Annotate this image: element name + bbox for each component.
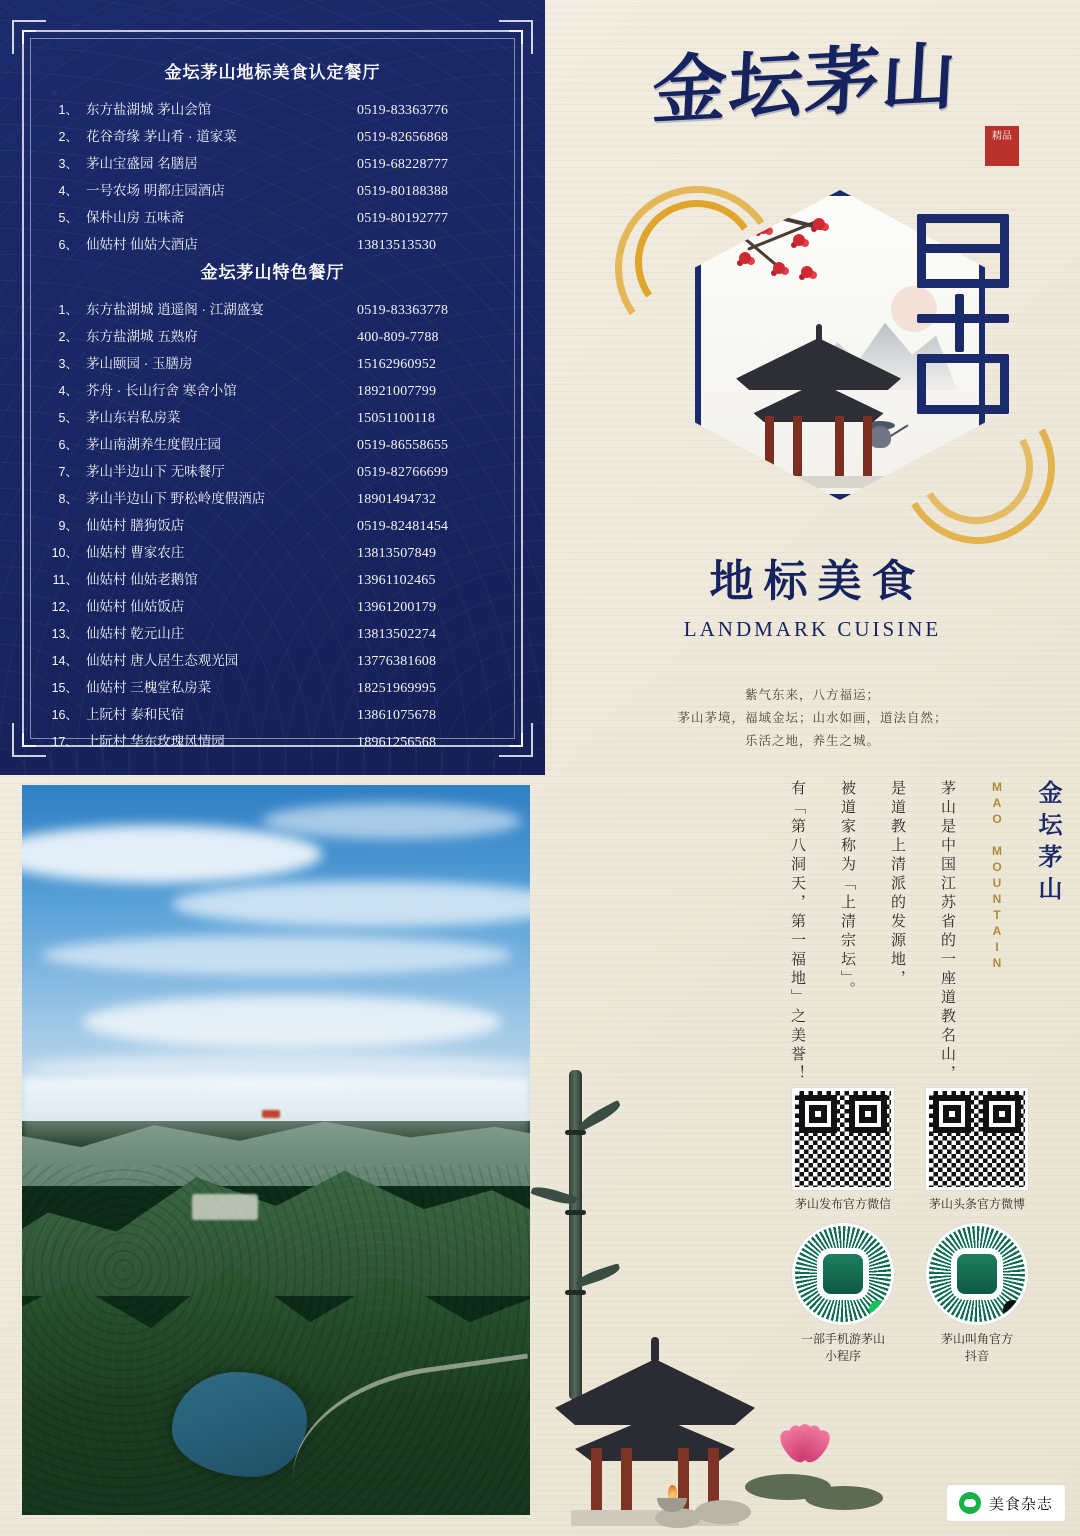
qr-row bbox=[785, 1088, 1035, 1213]
row-phone: 18961256568 bbox=[357, 735, 437, 750]
row-index: 1、 bbox=[58, 303, 78, 317]
wechat-account-name: 美食杂志 bbox=[988, 1495, 1053, 1513]
table-row bbox=[48, 97, 497, 124]
qr-cell-miniprogram[interactable] bbox=[785, 1223, 901, 1365]
frame-corner-top-right bbox=[499, 20, 533, 54]
pavilion-pillar bbox=[591, 1448, 602, 1512]
row-index: 9、 bbox=[58, 519, 78, 533]
qr-logo bbox=[957, 1254, 997, 1294]
row-phone: 15162960952 bbox=[357, 357, 437, 372]
pavilion-pillar bbox=[765, 416, 774, 476]
table-row bbox=[48, 205, 497, 232]
douyin-badge-icon: ♪ bbox=[1003, 1300, 1023, 1320]
row-name: 仙姑村 膳狗饭店 bbox=[86, 518, 185, 533]
row-index: 5、 bbox=[58, 411, 78, 425]
row-name: 仙姑村 三槐堂私房菜 bbox=[86, 680, 212, 695]
table-row bbox=[48, 702, 497, 729]
row-name: 东方盐湖城 逍遥阁 · 江湖盛宴 bbox=[86, 302, 264, 317]
bamboo-node bbox=[565, 1210, 586, 1215]
qr-code-icon[interactable] bbox=[792, 1088, 894, 1190]
row-phone: 13813513530 bbox=[357, 238, 437, 253]
qr-caption: 茅山头条官方微博 bbox=[928, 1197, 1025, 1211]
table-row bbox=[48, 432, 497, 459]
row-index: 4、 bbox=[58, 384, 78, 398]
table-row bbox=[48, 621, 497, 648]
row-index: 15、 bbox=[51, 681, 78, 695]
pavilion-pillar bbox=[793, 416, 802, 476]
table-row bbox=[48, 675, 497, 702]
row-phone: 13961200179 bbox=[357, 600, 437, 615]
row-phone: 0519-82656868 bbox=[357, 130, 449, 145]
row-phone: 18921007799 bbox=[357, 384, 437, 399]
table-row bbox=[48, 151, 497, 178]
table-row bbox=[48, 378, 497, 405]
qr-code-icon[interactable] bbox=[926, 1088, 1028, 1190]
row-name: 上阮村 华东玫瑰风情园 bbox=[86, 734, 225, 749]
qr-caption-line: 一部手机游茅山 bbox=[800, 1332, 885, 1346]
row-index: 17、 bbox=[51, 735, 78, 749]
row-phone: 13861075678 bbox=[357, 708, 437, 723]
row-name: 茅山东岩私房菜 bbox=[86, 410, 181, 425]
brand-title-text: 金坛茅山 bbox=[650, 36, 960, 134]
blossom bbox=[801, 266, 813, 278]
summit-building bbox=[262, 1110, 280, 1118]
vertical-title-en: MAO MOUNTAIN bbox=[990, 780, 1004, 972]
row-name: 茅山颐园 · 玉膳房 bbox=[86, 356, 193, 371]
table-row bbox=[48, 351, 497, 378]
table-row bbox=[48, 540, 497, 567]
list-title-certified: 金坛茅山地标美食认定餐厅 bbox=[164, 63, 381, 82]
row-index: 6、 bbox=[58, 438, 78, 452]
qr-cell-wechat-official[interactable] bbox=[785, 1088, 901, 1213]
restaurant-list-panel bbox=[0, 0, 545, 775]
table-row bbox=[48, 513, 497, 540]
row-name: 仙姑村 乾元山庄 bbox=[86, 626, 185, 641]
qr-caption bbox=[919, 1331, 1035, 1365]
seal-stamp: 精品 bbox=[985, 126, 1019, 166]
table-row bbox=[48, 729, 497, 756]
bamboo-node bbox=[565, 1130, 586, 1135]
vertical-title-cn: 金坛茅山 bbox=[1034, 780, 1060, 908]
row-name: 保朴山房 五味斋 bbox=[86, 210, 185, 225]
qr-code-icon[interactable] bbox=[792, 1223, 894, 1325]
row-name: 仙姑村 唐人居生态观光园 bbox=[86, 653, 239, 668]
table-row bbox=[48, 486, 497, 513]
poem-line: 紫气东来，八方福运； bbox=[744, 688, 880, 702]
wechat-icon bbox=[959, 1492, 981, 1514]
row-phone: 13813502274 bbox=[357, 627, 437, 642]
row-phone: 18901494732 bbox=[357, 492, 437, 507]
landmark-cuisine-heading bbox=[545, 545, 1080, 642]
row-index: 5、 bbox=[58, 211, 78, 225]
pavilion-illustration bbox=[731, 338, 906, 488]
row-name: 一号农场 明都庄园酒店 bbox=[86, 183, 225, 198]
row-name: 东方盐湖城 茅山会馆 bbox=[86, 102, 212, 117]
row-index: 2、 bbox=[58, 330, 78, 344]
wechat-account-badge[interactable] bbox=[946, 1484, 1066, 1522]
blossom bbox=[773, 262, 785, 274]
cuisine-title-cn: 地标美食 bbox=[709, 557, 926, 606]
row-index: 11、 bbox=[52, 573, 78, 587]
lotus-pad bbox=[805, 1486, 883, 1510]
seal-script-glyph bbox=[907, 214, 1027, 424]
row-phone: 0519-83363778 bbox=[357, 303, 449, 318]
cloud bbox=[82, 995, 502, 1049]
brand-title bbox=[650, 36, 1033, 168]
row-index: 3、 bbox=[58, 357, 78, 371]
row-name: 上阮村 泰和民宿 bbox=[86, 707, 185, 722]
row-index: 12、 bbox=[51, 600, 78, 614]
table-row bbox=[48, 459, 497, 486]
vertical-text-line: 有「第八洞天，第一福地」之美誉！ bbox=[789, 780, 805, 1084]
qr-cell-weibo-official[interactable] bbox=[919, 1088, 1035, 1213]
frame-corner-bottom-left bbox=[12, 723, 46, 757]
row-phone: 0519-80188388 bbox=[357, 184, 449, 199]
list-section-certified bbox=[48, 58, 497, 259]
row-name: 茅山半边山下 野松岭度假酒店 bbox=[86, 491, 266, 506]
cuisine-title-en: LANDMARK CUISINE bbox=[683, 617, 942, 641]
list-rows-featured bbox=[48, 297, 497, 756]
row-index: 3、 bbox=[58, 157, 78, 171]
table-row bbox=[48, 324, 497, 351]
row-phone: 0519-86558655 bbox=[357, 438, 449, 453]
pavilion-base bbox=[747, 476, 890, 488]
row-index: 13、 bbox=[51, 627, 78, 641]
list-section-featured bbox=[48, 258, 497, 756]
row-index: 14、 bbox=[51, 654, 78, 668]
list-title-featured: 金坛茅山特色餐厅 bbox=[200, 263, 345, 282]
poem-line: 茅山茅境，福域金坛；山水如画，道法自然； bbox=[677, 711, 948, 725]
blossom bbox=[739, 252, 751, 264]
row-name: 茅山半边山下 无味餐厅 bbox=[86, 464, 225, 479]
lamp-cup bbox=[657, 1498, 687, 1512]
table-row bbox=[48, 567, 497, 594]
qr-code-grid bbox=[785, 1088, 1035, 1375]
row-phone: 0519-68228777 bbox=[357, 157, 449, 172]
row-name: 花谷奇缘 茅山肴 · 道家菜 bbox=[86, 129, 237, 144]
pavilion-pillar bbox=[621, 1448, 632, 1512]
row-phone: 0519-82766699 bbox=[357, 465, 449, 480]
table-row bbox=[48, 648, 497, 675]
row-phone: 0519-80192777 bbox=[357, 211, 449, 226]
row-index: 4、 bbox=[58, 184, 78, 198]
list-rows-certified bbox=[48, 97, 497, 259]
row-name: 芥舟 · 长山行舍 寒舍小馆 bbox=[86, 383, 237, 398]
row-phone: 13813507849 bbox=[357, 546, 437, 561]
bamboo-node bbox=[565, 1290, 586, 1295]
blossom bbox=[793, 234, 805, 246]
qr-code-icon[interactable] bbox=[926, 1223, 1028, 1325]
qr-caption-line: 小程序 bbox=[824, 1349, 861, 1363]
row-name: 仙姑村 仙姑饭店 bbox=[86, 599, 185, 614]
qr-logo bbox=[823, 1254, 863, 1294]
row-phone: 400-809-7788 bbox=[357, 330, 439, 345]
row-index: 6、 bbox=[58, 238, 78, 252]
vertical-text-line: 是道教上清派的发源地， bbox=[889, 780, 905, 989]
qr-caption: 茅山发布官方微信 bbox=[794, 1197, 891, 1211]
lotus-flower bbox=[775, 1416, 835, 1468]
vertical-text-line: 被道家称为「上清宗坛」。 bbox=[839, 780, 855, 1001]
row-name: 茅山南湖养生度假庄园 bbox=[86, 437, 221, 452]
miniprogram-badge-icon: ♪ bbox=[869, 1300, 889, 1320]
row-index: 1、 bbox=[58, 103, 78, 117]
cloud bbox=[262, 803, 522, 839]
row-phone: 15051100118 bbox=[357, 411, 436, 426]
row-phone: 13776381608 bbox=[357, 654, 437, 669]
table-row bbox=[48, 405, 497, 432]
row-phone: 13961102465 bbox=[357, 573, 436, 588]
blossom bbox=[813, 218, 825, 230]
table-row bbox=[48, 594, 497, 621]
qr-caption-line: 茅山叫角官方 bbox=[940, 1332, 1013, 1346]
qr-row bbox=[785, 1223, 1035, 1365]
poem-block bbox=[545, 684, 1080, 753]
hexagon-illustration bbox=[625, 170, 1045, 530]
row-index: 2、 bbox=[58, 130, 78, 144]
row-index: 16、 bbox=[51, 708, 78, 722]
table-row bbox=[48, 178, 497, 205]
row-name: 仙姑村 仙姑大酒店 bbox=[86, 237, 198, 252]
bamboo-leaf bbox=[577, 1100, 623, 1131]
table-row bbox=[48, 124, 497, 151]
oil-lamp bbox=[657, 1484, 687, 1512]
qr-caption-line: 抖音 bbox=[964, 1349, 989, 1363]
village-cluster bbox=[192, 1194, 258, 1220]
row-index: 7、 bbox=[58, 465, 78, 479]
table-row bbox=[48, 297, 497, 324]
poem-line: 乐活之地，养生之城。 bbox=[744, 734, 880, 748]
row-phone: 0519-83363776 bbox=[357, 103, 449, 118]
row-index: 8、 bbox=[58, 492, 78, 506]
row-name: 东方盐湖城 五熟府 bbox=[86, 329, 198, 344]
reservoir bbox=[172, 1372, 307, 1477]
right-column bbox=[545, 0, 1080, 1536]
cloud bbox=[42, 935, 512, 975]
row-name: 仙姑村 仙姑老鹅馆 bbox=[86, 572, 198, 587]
row-phone: 0519-82481454 bbox=[357, 519, 449, 534]
table-row bbox=[48, 232, 497, 259]
row-index: 10、 bbox=[51, 546, 78, 560]
vertical-text-line: 茅山是中国江苏省的一座道教名山， bbox=[939, 780, 955, 1084]
row-name: 仙姑村 曹家农庄 bbox=[86, 545, 185, 560]
pavilion-pillar bbox=[863, 416, 872, 476]
pavilion-pillar bbox=[835, 416, 844, 476]
frame-corner-bottom-right bbox=[499, 723, 533, 757]
stone bbox=[695, 1500, 751, 1524]
qr-cell-douyin[interactable] bbox=[919, 1223, 1035, 1365]
qr-caption bbox=[785, 1331, 901, 1365]
frame-corner-top-left bbox=[12, 20, 46, 54]
row-name: 茅山宝盛园 名膳居 bbox=[86, 156, 198, 171]
mountain-aerial-photo bbox=[22, 785, 530, 1515]
row-phone: 18251969995 bbox=[357, 681, 437, 696]
